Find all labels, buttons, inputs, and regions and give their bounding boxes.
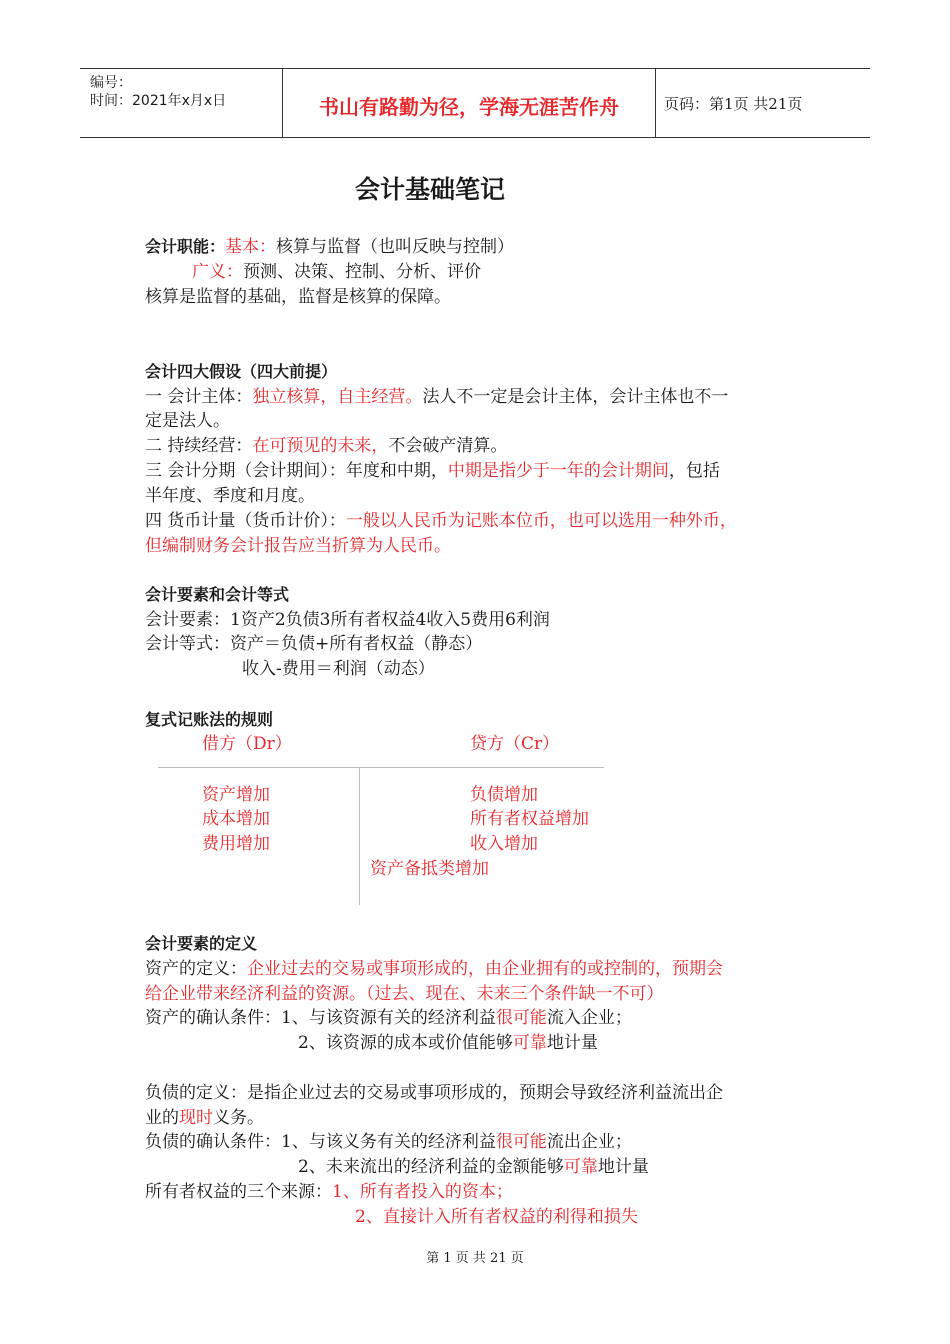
assumption-1-rest: 法人不一定是会计主体，会计主体也不一 xyxy=(422,387,729,407)
debit-item: 资产增加 xyxy=(202,785,270,805)
assumption-2 xyxy=(145,435,507,457)
equity-source-2: 2、直接计入所有者权益的利得和损失 xyxy=(355,1207,638,1227)
liability-definition-prefix: 业的 xyxy=(145,1108,179,1128)
assumption-2-rest: 不会破产清算。 xyxy=(388,436,508,456)
t-account-vertical-rule xyxy=(359,768,360,905)
broad-label: 广义： xyxy=(192,262,243,282)
functions-broad-line xyxy=(192,261,481,283)
asset-condition-2-rest: 地计量 xyxy=(546,1033,598,1053)
definitions-heading: 会计要素的定义 xyxy=(145,934,258,953)
assumption-1-prefix: 一 会计主体： xyxy=(145,387,253,407)
assumption-4 xyxy=(145,510,737,532)
liability-condition-2-highlight: 可靠 xyxy=(563,1157,598,1177)
asset-definition-label: 资产的定义： xyxy=(145,959,247,979)
basic-text: 核算与监督（也叫反映与控制） xyxy=(276,237,515,257)
page-title: 会计基础笔记 xyxy=(354,175,505,204)
asset-condition-1-prefix: 资产的确认条件：1、与该资源有关的经济利益 xyxy=(145,1008,496,1028)
credit-item: 所有者权益增加 xyxy=(470,809,589,829)
document-header xyxy=(80,68,870,138)
t-account-horizontal-rule xyxy=(158,767,604,768)
liability-condition-2-prefix: 2、未来流出的经济利益的金额能够 xyxy=(298,1157,564,1177)
basic-label: 基本： xyxy=(225,237,277,257)
assumption-4-highlight: 一般以人民币为记账本位币，也可以选用一种外币， xyxy=(345,511,737,531)
liability-condition-1-highlight: 很可能 xyxy=(495,1132,547,1152)
assumption-1 xyxy=(145,386,728,408)
assumption-2-highlight: 在可预见的未来， xyxy=(252,436,389,456)
liability-condition-1-rest: 流出企业； xyxy=(546,1132,632,1152)
assumption-3-highlight: 中期是指少于一年的会计期间 xyxy=(447,461,669,481)
assumption-4-cont: 但编制财务会计报告应当折算为人民币。 xyxy=(145,536,451,556)
assumption-3 xyxy=(145,460,720,482)
elements-list: 会计要素：1资产2负债3所有者权益4收入5费用6利润 xyxy=(145,610,550,630)
motto: 书山有路勤为径，学海无涯苦作舟 xyxy=(319,95,619,119)
functions-label: 会计职能： xyxy=(145,237,226,256)
liability-condition-2-rest: 地计量 xyxy=(597,1157,649,1177)
functions-relation: 核算是监督的基础，监督是核算的保障。 xyxy=(145,287,451,307)
elements-heading: 会计要素和会计等式 xyxy=(145,585,290,604)
asset-definition-cont: 给企业带来经济利益的资源。（过去、现在、未来三个条件缺一不可） xyxy=(145,984,664,1004)
assumption-2-prefix: 二 持续经营： xyxy=(145,436,253,456)
liability-definition: 负债的定义：是指企业过去的交易或事项形成的，预期会导致经济利益流出企 xyxy=(145,1083,723,1103)
equity-sources xyxy=(145,1181,513,1203)
page-info: 页码：第1页 共21页 xyxy=(664,95,803,113)
credit-header: 贷方（Cr） xyxy=(470,734,560,754)
assumptions-heading: 会计四大假设（四大前提） xyxy=(145,362,338,381)
asset-definition xyxy=(145,958,723,980)
debit-header: 借方（Dr） xyxy=(202,734,292,754)
liability-definition-highlight: 现时 xyxy=(179,1108,213,1128)
header-page-cell xyxy=(655,69,870,137)
asset-definition-text: 企业过去的交易或事项形成的，由企业拥有的或控制的，预期会 xyxy=(247,959,723,979)
credit-item: 负债增加 xyxy=(470,785,538,805)
asset-condition-1 xyxy=(145,1007,632,1029)
asset-condition-2 xyxy=(298,1032,598,1054)
liability-condition-1 xyxy=(145,1131,632,1153)
asset-condition-2-highlight: 可靠 xyxy=(512,1033,547,1053)
extra-credit-item: 资产备抵类增加 xyxy=(370,859,489,879)
asset-condition-1-highlight: 很可能 xyxy=(495,1008,547,1028)
assumption-3-cont: 半年度、季度和月度。 xyxy=(145,486,315,506)
assumption-1-cont: 定是法人。 xyxy=(145,411,230,431)
credit-item: 收入增加 xyxy=(470,834,538,854)
assumption-1-highlight: 独立核算，自主经营。 xyxy=(252,387,423,407)
liability-condition-2 xyxy=(298,1156,649,1178)
equation-dynamic: 收入-费用＝利润（动态） xyxy=(242,659,435,679)
assumption-4-prefix: 四 货币计量（货币计价）： xyxy=(145,511,346,531)
number-label: 编号： xyxy=(90,75,132,91)
debit-item: 成本增加 xyxy=(202,809,270,829)
header-motto-cell xyxy=(282,69,656,137)
broad-text: 预测、决策、控制、分析、评价 xyxy=(243,262,481,282)
debit-item: 费用增加 xyxy=(202,834,270,854)
asset-condition-2-prefix: 2、该资源的成本或价值能够 xyxy=(298,1033,513,1053)
double-entry-heading: 复式记账法的规则 xyxy=(145,710,274,729)
assumption-3-rest: ，包括 xyxy=(668,461,720,481)
asset-condition-1-rest: 流入企业； xyxy=(546,1008,632,1028)
equity-sources-label: 所有者权益的三个来源： xyxy=(145,1182,332,1202)
assumption-3-prefix: 三 会计分期（会计期间）：年度和中期， xyxy=(145,461,448,481)
functions-basic-line xyxy=(145,236,514,258)
equity-source-1: 1、所有者投入的资本； xyxy=(332,1182,513,1202)
page-footer: 第 1 页 共 21 页 xyxy=(426,1251,524,1266)
header-meta-cell xyxy=(80,69,282,137)
equation-static: 会计等式：资产＝负债+所有者权益（静态） xyxy=(145,634,483,654)
liability-definition-cont xyxy=(145,1107,264,1129)
liability-definition-rest: 义务。 xyxy=(213,1108,264,1128)
time-label: 时间：2021年x月x日 xyxy=(90,93,227,109)
liability-condition-1-prefix: 负债的确认条件：1、与该义务有关的经济利益 xyxy=(145,1132,496,1152)
